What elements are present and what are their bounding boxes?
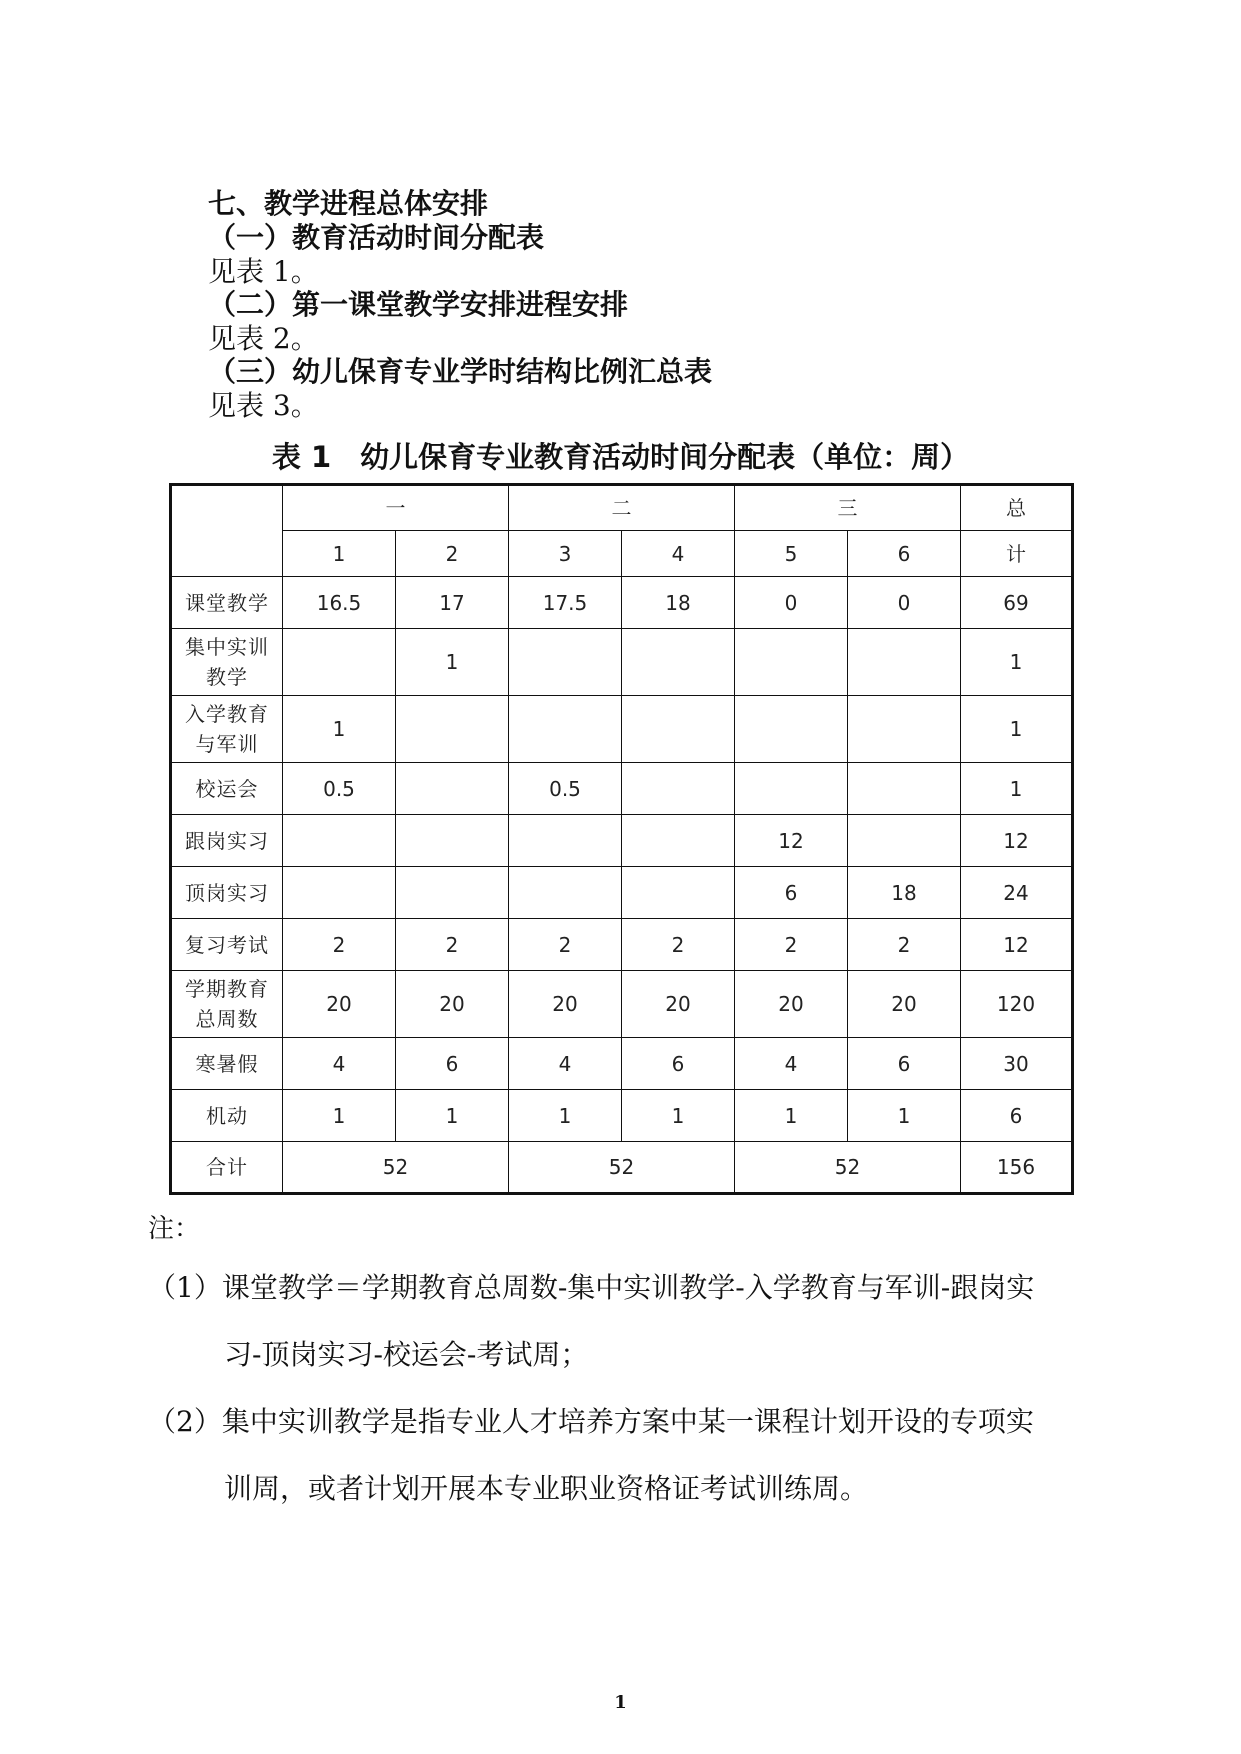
row-total: 1: [961, 763, 1073, 815]
table-cell: [509, 696, 622, 763]
table-cell: 1: [396, 629, 509, 696]
row-label-line: 校运会: [195, 776, 259, 801]
row-label: [171, 919, 283, 971]
row-total: 12: [961, 919, 1073, 971]
row-label: [171, 815, 283, 867]
row-total: 30: [961, 1038, 1073, 1090]
reference-text-2: 见表 2。: [208, 322, 319, 355]
table-cell: 17: [396, 577, 509, 629]
table-cell: 4: [283, 1038, 396, 1090]
row-label-line: 机动: [206, 1103, 248, 1128]
row-label: [171, 629, 283, 696]
semester-header: 5: [735, 531, 848, 577]
table-row: [171, 1090, 1073, 1142]
row-total: 1: [961, 629, 1073, 696]
table-cell: [283, 867, 396, 919]
table-cell: 2: [396, 919, 509, 971]
row-label-line: 课堂教学: [185, 590, 269, 615]
note-1-line-1: （1）课堂教学＝学期教育总周数-集中实训教学-入学教育与军训-跟岗实: [148, 1271, 1035, 1304]
table-cell: [509, 629, 622, 696]
year-header: 三: [735, 485, 961, 531]
row-label-line: 寒暑假: [195, 1051, 259, 1076]
table-cell: 17.5: [509, 577, 622, 629]
row-label: [171, 867, 283, 919]
table-row: [171, 971, 1073, 1038]
row-total: 6: [961, 1090, 1073, 1142]
table-row: [171, 696, 1073, 763]
row-label-line: 集中实训: [185, 635, 269, 659]
total-header-bottom: 计: [961, 531, 1073, 577]
table-cell: 0.5: [283, 763, 396, 815]
table-cell: 20: [396, 971, 509, 1038]
sum-row: [171, 1142, 1073, 1194]
row-total: 24: [961, 867, 1073, 919]
table-cell: [735, 629, 848, 696]
section-title: 七、教学进程总体安排: [208, 187, 489, 220]
table-cell: [396, 763, 509, 815]
table-caption: 表 1 幼儿保育专业教育活动时间分配表（单位：周）: [271, 440, 970, 474]
header-row-years: [171, 485, 1073, 531]
table-cell: 6: [735, 867, 848, 919]
row-label: [171, 1090, 283, 1142]
table-row: [171, 577, 1073, 629]
total-header-top: 总: [961, 485, 1073, 531]
subsection-heading-2: （二）第一课堂教学安排进程安排: [208, 288, 629, 321]
table-cell: 20: [735, 971, 848, 1038]
notes-title: 注：: [148, 1214, 201, 1244]
row-label-line: 跟岗实习: [185, 828, 269, 853]
table-cell: [735, 696, 848, 763]
table-cell: 1: [735, 1090, 848, 1142]
row-label-line: 学期教育: [185, 977, 269, 1001]
row-label-line: 入学教育: [185, 702, 269, 726]
row-total: 12: [961, 815, 1073, 867]
semester-header: 3: [509, 531, 622, 577]
table-cell: 18: [848, 867, 961, 919]
header-row-semesters: [171, 531, 1073, 577]
table-cell: 2: [509, 919, 622, 971]
table-row: [171, 1038, 1073, 1090]
semester-header: 6: [848, 531, 961, 577]
table-cell: [622, 763, 735, 815]
table-cell: [848, 815, 961, 867]
table-cell: [622, 815, 735, 867]
semester-header: 1: [283, 531, 396, 577]
table-cell: [735, 763, 848, 815]
table-row: [171, 919, 1073, 971]
table-cell: 0: [735, 577, 848, 629]
subsection-heading-1: （一）教育活动时间分配表: [208, 221, 545, 254]
page-number: 1: [614, 1692, 627, 1713]
table-cell: 1: [622, 1090, 735, 1142]
row-label: [171, 696, 283, 763]
table-cell: 0.5: [509, 763, 622, 815]
table-cell: 1: [283, 696, 396, 763]
sum-value: 52: [735, 1142, 961, 1194]
table-cell: [848, 629, 961, 696]
table-cell: [509, 815, 622, 867]
table-cell: [396, 867, 509, 919]
table-cell: 2: [283, 919, 396, 971]
table-cell: [283, 815, 396, 867]
table-cell: 4: [509, 1038, 622, 1090]
row-label-line: 总周数: [195, 1007, 259, 1031]
corner-cell: [171, 485, 283, 577]
row-label: [171, 1038, 283, 1090]
table-cell: 12: [735, 815, 848, 867]
table-cell: 20: [848, 971, 961, 1038]
time-allocation-table: [169, 483, 1074, 1195]
table-row: [171, 629, 1073, 696]
table-cell: 2: [735, 919, 848, 971]
row-label-line: 复习考试: [185, 932, 269, 957]
table-cell: [622, 867, 735, 919]
table-cell: [509, 867, 622, 919]
year-header: 一: [283, 485, 509, 531]
sum-value: 52: [509, 1142, 735, 1194]
table-body: [171, 577, 1073, 1142]
semester-header: 4: [622, 531, 735, 577]
row-label: [171, 763, 283, 815]
table-cell: 6: [396, 1038, 509, 1090]
table-cell: 4: [735, 1038, 848, 1090]
row-label: [171, 577, 283, 629]
row-total: 120: [961, 971, 1073, 1038]
table-cell: 1: [396, 1090, 509, 1142]
table-cell: 1: [848, 1090, 961, 1142]
table-cell: 6: [622, 1038, 735, 1090]
table-cell: [396, 696, 509, 763]
table-row: [171, 815, 1073, 867]
row-total: 1: [961, 696, 1073, 763]
note-1-line-2: 习-顶岗实习-校运会-考试周；: [224, 1338, 589, 1371]
row-label-line: 顶岗实习: [185, 880, 269, 905]
table-cell: 1: [509, 1090, 622, 1142]
semester-header: 2: [396, 531, 509, 577]
year-header: 二: [509, 485, 735, 531]
table-cell: 0: [848, 577, 961, 629]
table-cell: [848, 696, 961, 763]
table-cell: [622, 629, 735, 696]
table-row: [171, 867, 1073, 919]
table-cell: 6: [848, 1038, 961, 1090]
row-total: 69: [961, 577, 1073, 629]
table-cell: [396, 815, 509, 867]
sum-row-label: 合计: [171, 1142, 283, 1194]
reference-text-3: 见表 3。: [208, 389, 319, 422]
note-2-line-1: （2）集中实训教学是指专业人才培养方案中某一课程计划开设的专项实: [148, 1405, 1034, 1438]
reference-text-1: 见表 1。: [208, 255, 319, 288]
table-cell: 1: [283, 1090, 396, 1142]
table-cell: 2: [622, 919, 735, 971]
table-cell: 20: [509, 971, 622, 1038]
row-label: [171, 971, 283, 1038]
table-cell: [622, 696, 735, 763]
table-cell: [848, 763, 961, 815]
subsection-heading-3: （三）幼儿保育专业学时结构比例汇总表: [208, 355, 713, 388]
row-label-line: 教学: [206, 665, 248, 689]
table-cell: 20: [622, 971, 735, 1038]
row-label-line: 与军训: [195, 732, 259, 756]
table-row: [171, 763, 1073, 815]
sum-value: 52: [283, 1142, 509, 1194]
note-2-line-2: 训周，或者计划开展本专业职业资格证考试训练周。: [224, 1472, 869, 1505]
table-cell: 2: [848, 919, 961, 971]
table-cell: [283, 629, 396, 696]
table-cell: 16.5: [283, 577, 396, 629]
table-cell: 18: [622, 577, 735, 629]
table-cell: 20: [283, 971, 396, 1038]
sum-total: 156: [961, 1142, 1073, 1194]
